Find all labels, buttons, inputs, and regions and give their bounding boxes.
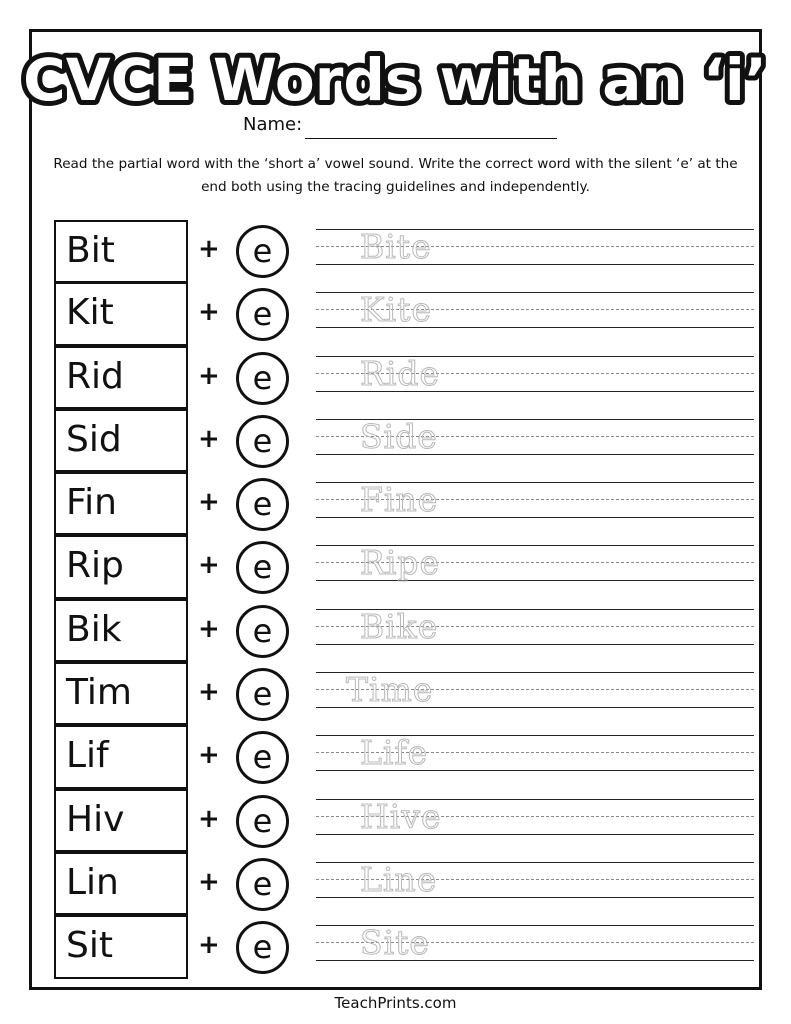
- tracing-word: Ripe: [360, 543, 441, 583]
- name-write-line[interactable]: [305, 138, 557, 139]
- handwriting-lines[interactable]: [316, 925, 754, 971]
- footer-site: TeachPrints.com: [334, 994, 457, 1012]
- handwriting-lines[interactable]: [316, 229, 754, 275]
- exercise-row: [54, 853, 754, 916]
- exercise-row: [54, 473, 754, 536]
- plus-sign: +: [198, 613, 220, 644]
- plus-sign: +: [198, 930, 220, 961]
- partial-word-box: Kit: [54, 282, 188, 345]
- partial-word-box: Tim: [54, 662, 188, 725]
- handwriting-lines[interactable]: [316, 606, 754, 655]
- name-field: [243, 114, 563, 142]
- tracing-word: Bike: [360, 606, 439, 646]
- silent-e-circle: e: [236, 541, 289, 594]
- tracing-word: Site: [360, 923, 430, 963]
- plus-sign: +: [198, 297, 220, 328]
- exercise-row: [54, 536, 754, 599]
- name-label: Name:: [243, 114, 303, 135]
- silent-e-circle: e: [236, 288, 289, 341]
- silent-e-circle: e: [236, 352, 289, 405]
- tracing-word: Hive: [360, 796, 442, 836]
- silent-e-circle: e: [236, 478, 289, 531]
- silent-e-circle: e: [236, 858, 289, 911]
- tracing-word: Ride: [360, 353, 441, 393]
- plus-sign: +: [198, 866, 220, 897]
- silent-e-circle: e: [236, 415, 289, 468]
- plus-sign: +: [198, 803, 220, 834]
- handwriting-lines[interactable]: [316, 735, 754, 781]
- handwriting-lines[interactable]: [316, 292, 754, 338]
- partial-word-box: Sit: [54, 915, 188, 978]
- silent-e-circle: e: [236, 795, 289, 848]
- title-outlined-text: [0, 38, 791, 118]
- tracing-word: Line: [360, 859, 438, 899]
- exercise-row: [54, 600, 754, 663]
- plus-sign: +: [198, 423, 220, 454]
- exercise-row: [54, 726, 754, 789]
- silent-e-circle: e: [236, 731, 289, 784]
- plus-sign: +: [198, 677, 220, 708]
- tracing-word: Fine: [360, 480, 439, 520]
- exercise-row: [54, 410, 754, 473]
- worksheet-title: [0, 38, 791, 118]
- silent-e-circle: e: [236, 921, 289, 974]
- partial-word-box: Hiv: [54, 789, 188, 852]
- partial-word-box: Bik: [54, 599, 188, 662]
- handwriting-lines[interactable]: [316, 672, 754, 718]
- partial-word-box: Lif: [54, 725, 188, 788]
- plus-sign: +: [198, 360, 220, 391]
- silent-e-circle: e: [236, 605, 289, 658]
- silent-e-circle: e: [236, 225, 289, 278]
- tracing-word: Bite: [360, 227, 432, 266]
- handwriting-lines[interactable]: [316, 859, 754, 908]
- handwriting-lines[interactable]: [316, 796, 754, 845]
- silent-e-circle: e: [236, 668, 289, 721]
- tracing-word: Time: [346, 670, 434, 710]
- plus-sign: +: [198, 740, 220, 771]
- partial-word-box: Lin: [54, 852, 188, 915]
- handwriting-lines[interactable]: [316, 545, 754, 591]
- title-text: CVCE Words with an ‘i’: [23, 46, 767, 114]
- partial-word-box: Sid: [54, 409, 188, 472]
- handwriting-lines[interactable]: [316, 416, 754, 465]
- partial-word-box: Bit: [54, 220, 188, 283]
- tracing-word: Kite: [360, 290, 432, 330]
- exercise-row: [54, 663, 754, 726]
- plus-sign: +: [198, 234, 220, 264]
- tracing-word: Side: [360, 416, 438, 456]
- partial-word-box: Fin: [54, 472, 188, 535]
- plus-sign: +: [198, 550, 220, 581]
- exercise-row: [54, 790, 754, 853]
- exercise-row: [54, 220, 754, 283]
- exercise-row: [54, 283, 754, 346]
- exercise-row: [54, 347, 754, 410]
- handwriting-lines[interactable]: [316, 482, 754, 528]
- partial-word-box: Rid: [54, 346, 188, 409]
- partial-word-box: Rip: [54, 535, 188, 598]
- plus-sign: +: [198, 487, 220, 518]
- exercise-row: [54, 916, 754, 979]
- tracing-word: Life: [360, 733, 429, 773]
- instructions: Read the partial word with the ‘short a’ vowel sound. Write the correct word with the silent ‘e’ at the end both using the tracing guidelines and independently.: [53, 156, 738, 195]
- handwriting-lines[interactable]: [316, 353, 754, 402]
- exercise-rows: [54, 220, 754, 980]
